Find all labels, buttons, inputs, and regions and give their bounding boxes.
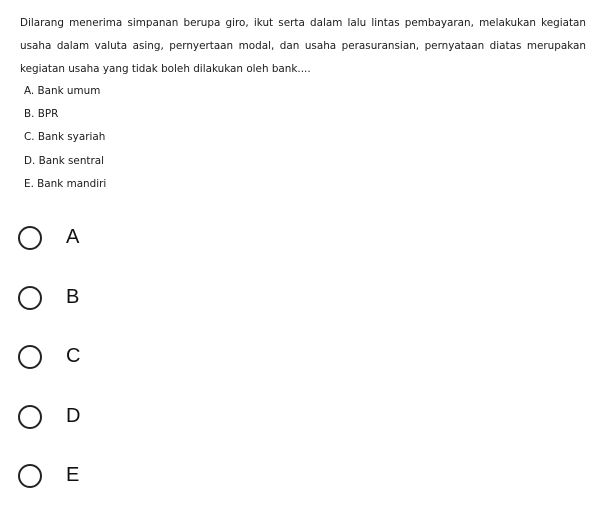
- option-c[interactable]: [18, 341, 318, 401]
- option-label-c[interactable]: C: [66, 345, 81, 367]
- radio-button-c[interactable]: [18, 345, 42, 369]
- choice-text-d: D. Bank sentral: [24, 154, 104, 167]
- radio-button-d[interactable]: [18, 405, 42, 429]
- option-label-a[interactable]: A: [66, 226, 80, 248]
- radio-button-b[interactable]: [18, 286, 42, 310]
- question-text: Dilarang menerima simpanan berupa giro, ikut serta dalam lalu lintas pembayaran, melakukan kegiatan usaha dalam valuta asing, pernyertaan modal, dan usaha perasuransian, pernyataan diatas merupakan kegiatan usaha yang tidak boleh dilakukan oleh bank....: [20, 17, 586, 75]
- choice-text-c: C. Bank syariah: [24, 131, 106, 144]
- option-label-d[interactable]: D: [66, 404, 81, 427]
- option-d[interactable]: [18, 401, 318, 461]
- answer-choices-list: [24, 80, 106, 196]
- choice-text-a: A. Bank umum: [24, 85, 101, 97]
- choice-text-e: E. Bank mandiri: [24, 177, 107, 190]
- option-label-e[interactable]: E: [66, 464, 80, 486]
- option-label-b[interactable]: B: [66, 285, 80, 308]
- option-b[interactable]: [18, 282, 318, 342]
- option-a[interactable]: [18, 222, 318, 282]
- radio-button-e[interactable]: [18, 464, 42, 488]
- answer-options: [18, 222, 318, 520]
- option-e[interactable]: [18, 460, 318, 520]
- choice-text-b: B. BPR: [24, 108, 59, 121]
- radio-button-a[interactable]: [18, 226, 42, 250]
